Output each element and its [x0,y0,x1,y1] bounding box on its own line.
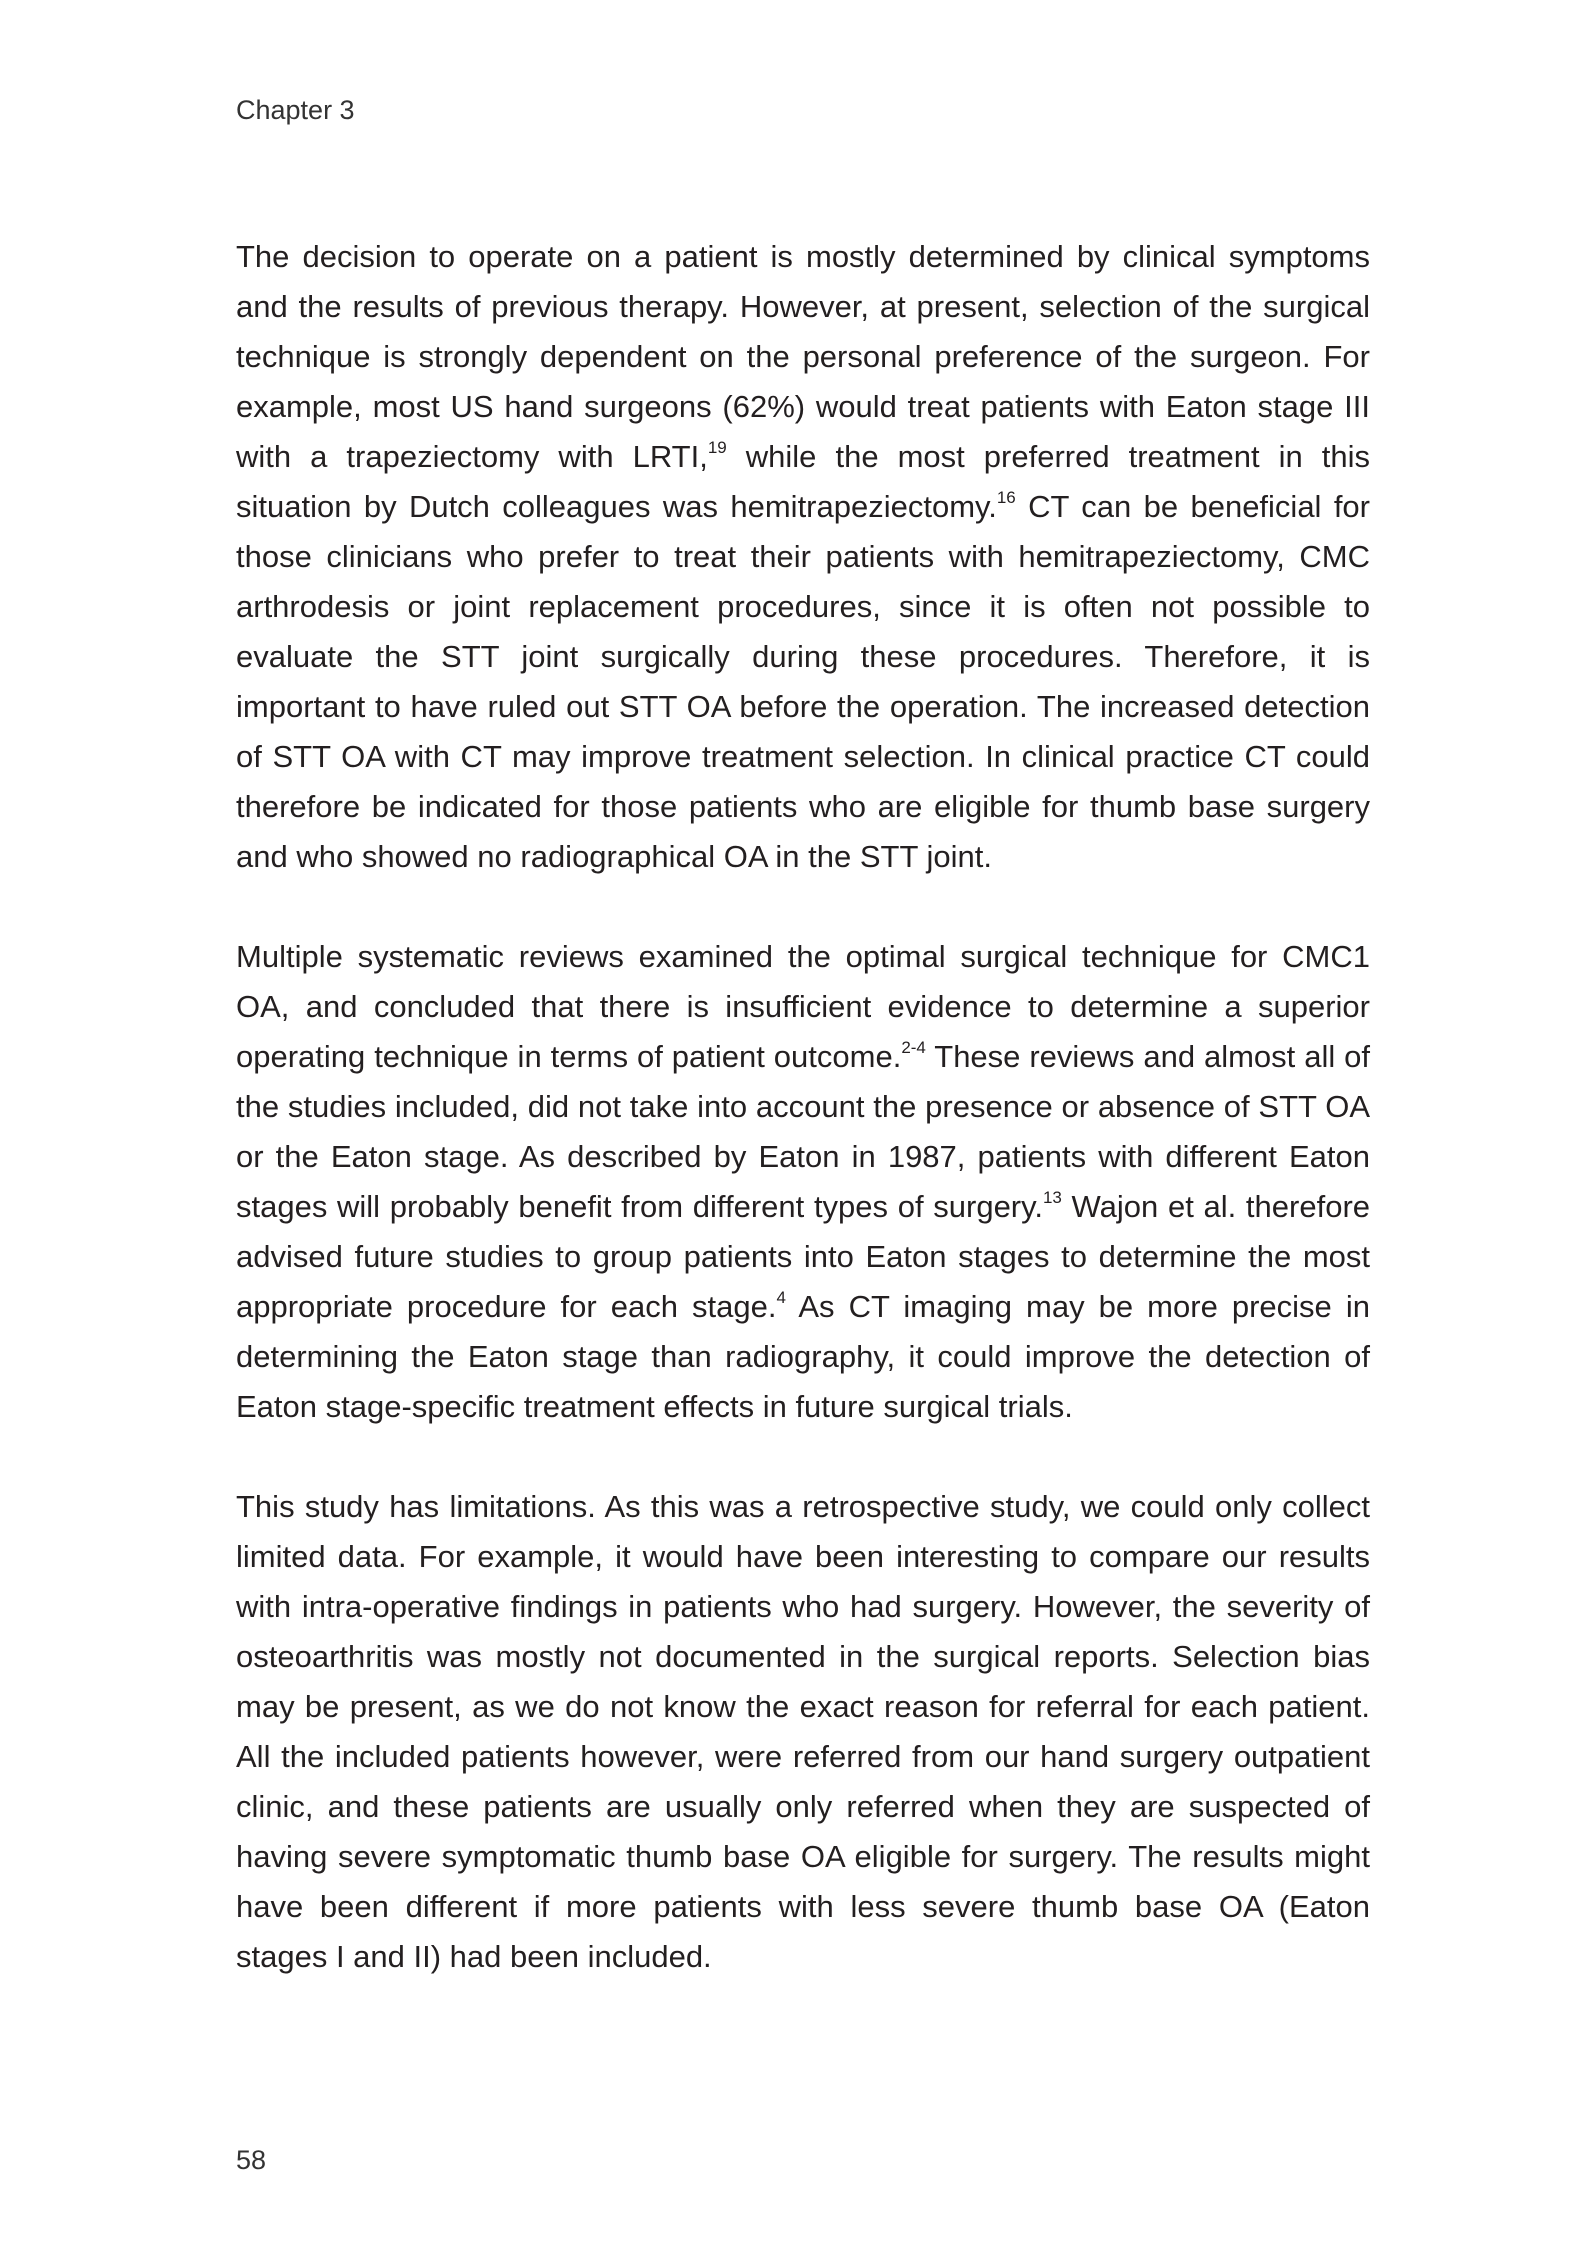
page-number: 58 [236,2145,267,2175]
paragraph-text: CT can be beneficial for those clinicians who prefer to treat their patients with hemitrapeziectomy, CMC arthrodesis or joint replacement procedures, since it is often not possible to evaluate the STT joint surgically during these procedures. Therefore, it is important to have ruled out STT OA before the operation. The increased detection of STT OA with CT may improve treatment selection. In clinical practice CT could therefore be indicated for those patients who are eligible for thumb base surgery and who showed no radiographical OA in the STT joint. [236,489,1370,874]
reference-superscript: 16 [996,488,1016,507]
reference-superscript: 13 [1042,1188,1062,1207]
paragraph-treatment-selection [236,232,1370,882]
paragraph-text: These reviews and almost all of the studies included, did not take into account the presence or absence of STT OA or the Eaton stage. As described by Eaton in 1987, patients with different Eaton stages will probably benefit from different types of surgery. [236,1039,1370,1224]
running-head: Chapter 3 [236,95,355,125]
paragraph-text: while the most preferred treatment in this situation by Dutch colleagues was hemitrapeziectomy. [236,439,1370,524]
paragraph-limitations [236,1482,1370,1982]
paragraph-text: As CT imaging may be more precise in determining the Eaton stage than radiography, it could improve the detection of Eaton stage-specific treatment effects in future surgical trials. [236,1289,1370,1424]
paragraph-systematic-reviews [236,932,1370,1432]
reference-superscript: 2-4 [901,1038,926,1057]
reference-superscript: 19 [707,438,727,457]
paragraph-text: Wajon et al. therefore advised future studies to group patients into Eaton stages to determine the most appropriate procedure for each stage. [236,1189,1371,1324]
paragraph-text: This study has limitations. As this was a retrospective study, we could only collect limited data. For example, it would have been interesting to compare our results with intra-operative findings in patients who had surgery. However, the severity of osteoarthritis was mostly not documented in the surgical reports. Selection bias may be present, as we do not know the exact reason for referral for each patient. All the included patients however, were referred from our hand surgery outpatient clinic, and these patients are usually only referred when they are suspected of having severe symptomatic thumb base OA eligible for surgery. The results might have been different if more patients with less severe thumb base OA (Eaton stages I and II) had been included. [236,1489,1370,1974]
paragraph-text: The decision to operate on a patient is mostly determined by clinical symptoms and the results of previous therapy. However, at present, selection of the surgical technique is strongly dependent on the personal preference of the surgeon. For example, most US hand surgeons (62%) would treat patients with Eaton stage III with a trapeziectomy with LRTI, [236,239,1370,474]
reference-superscript: 4 [776,1288,786,1307]
body-text [236,232,1370,1982]
paragraph-text: Multiple systematic reviews examined the optimal surgical technique for CMC1 OA, and concluded that there is insufficient evidence to determine a superior operating technique in terms of patient outcome. [236,939,1370,1074]
